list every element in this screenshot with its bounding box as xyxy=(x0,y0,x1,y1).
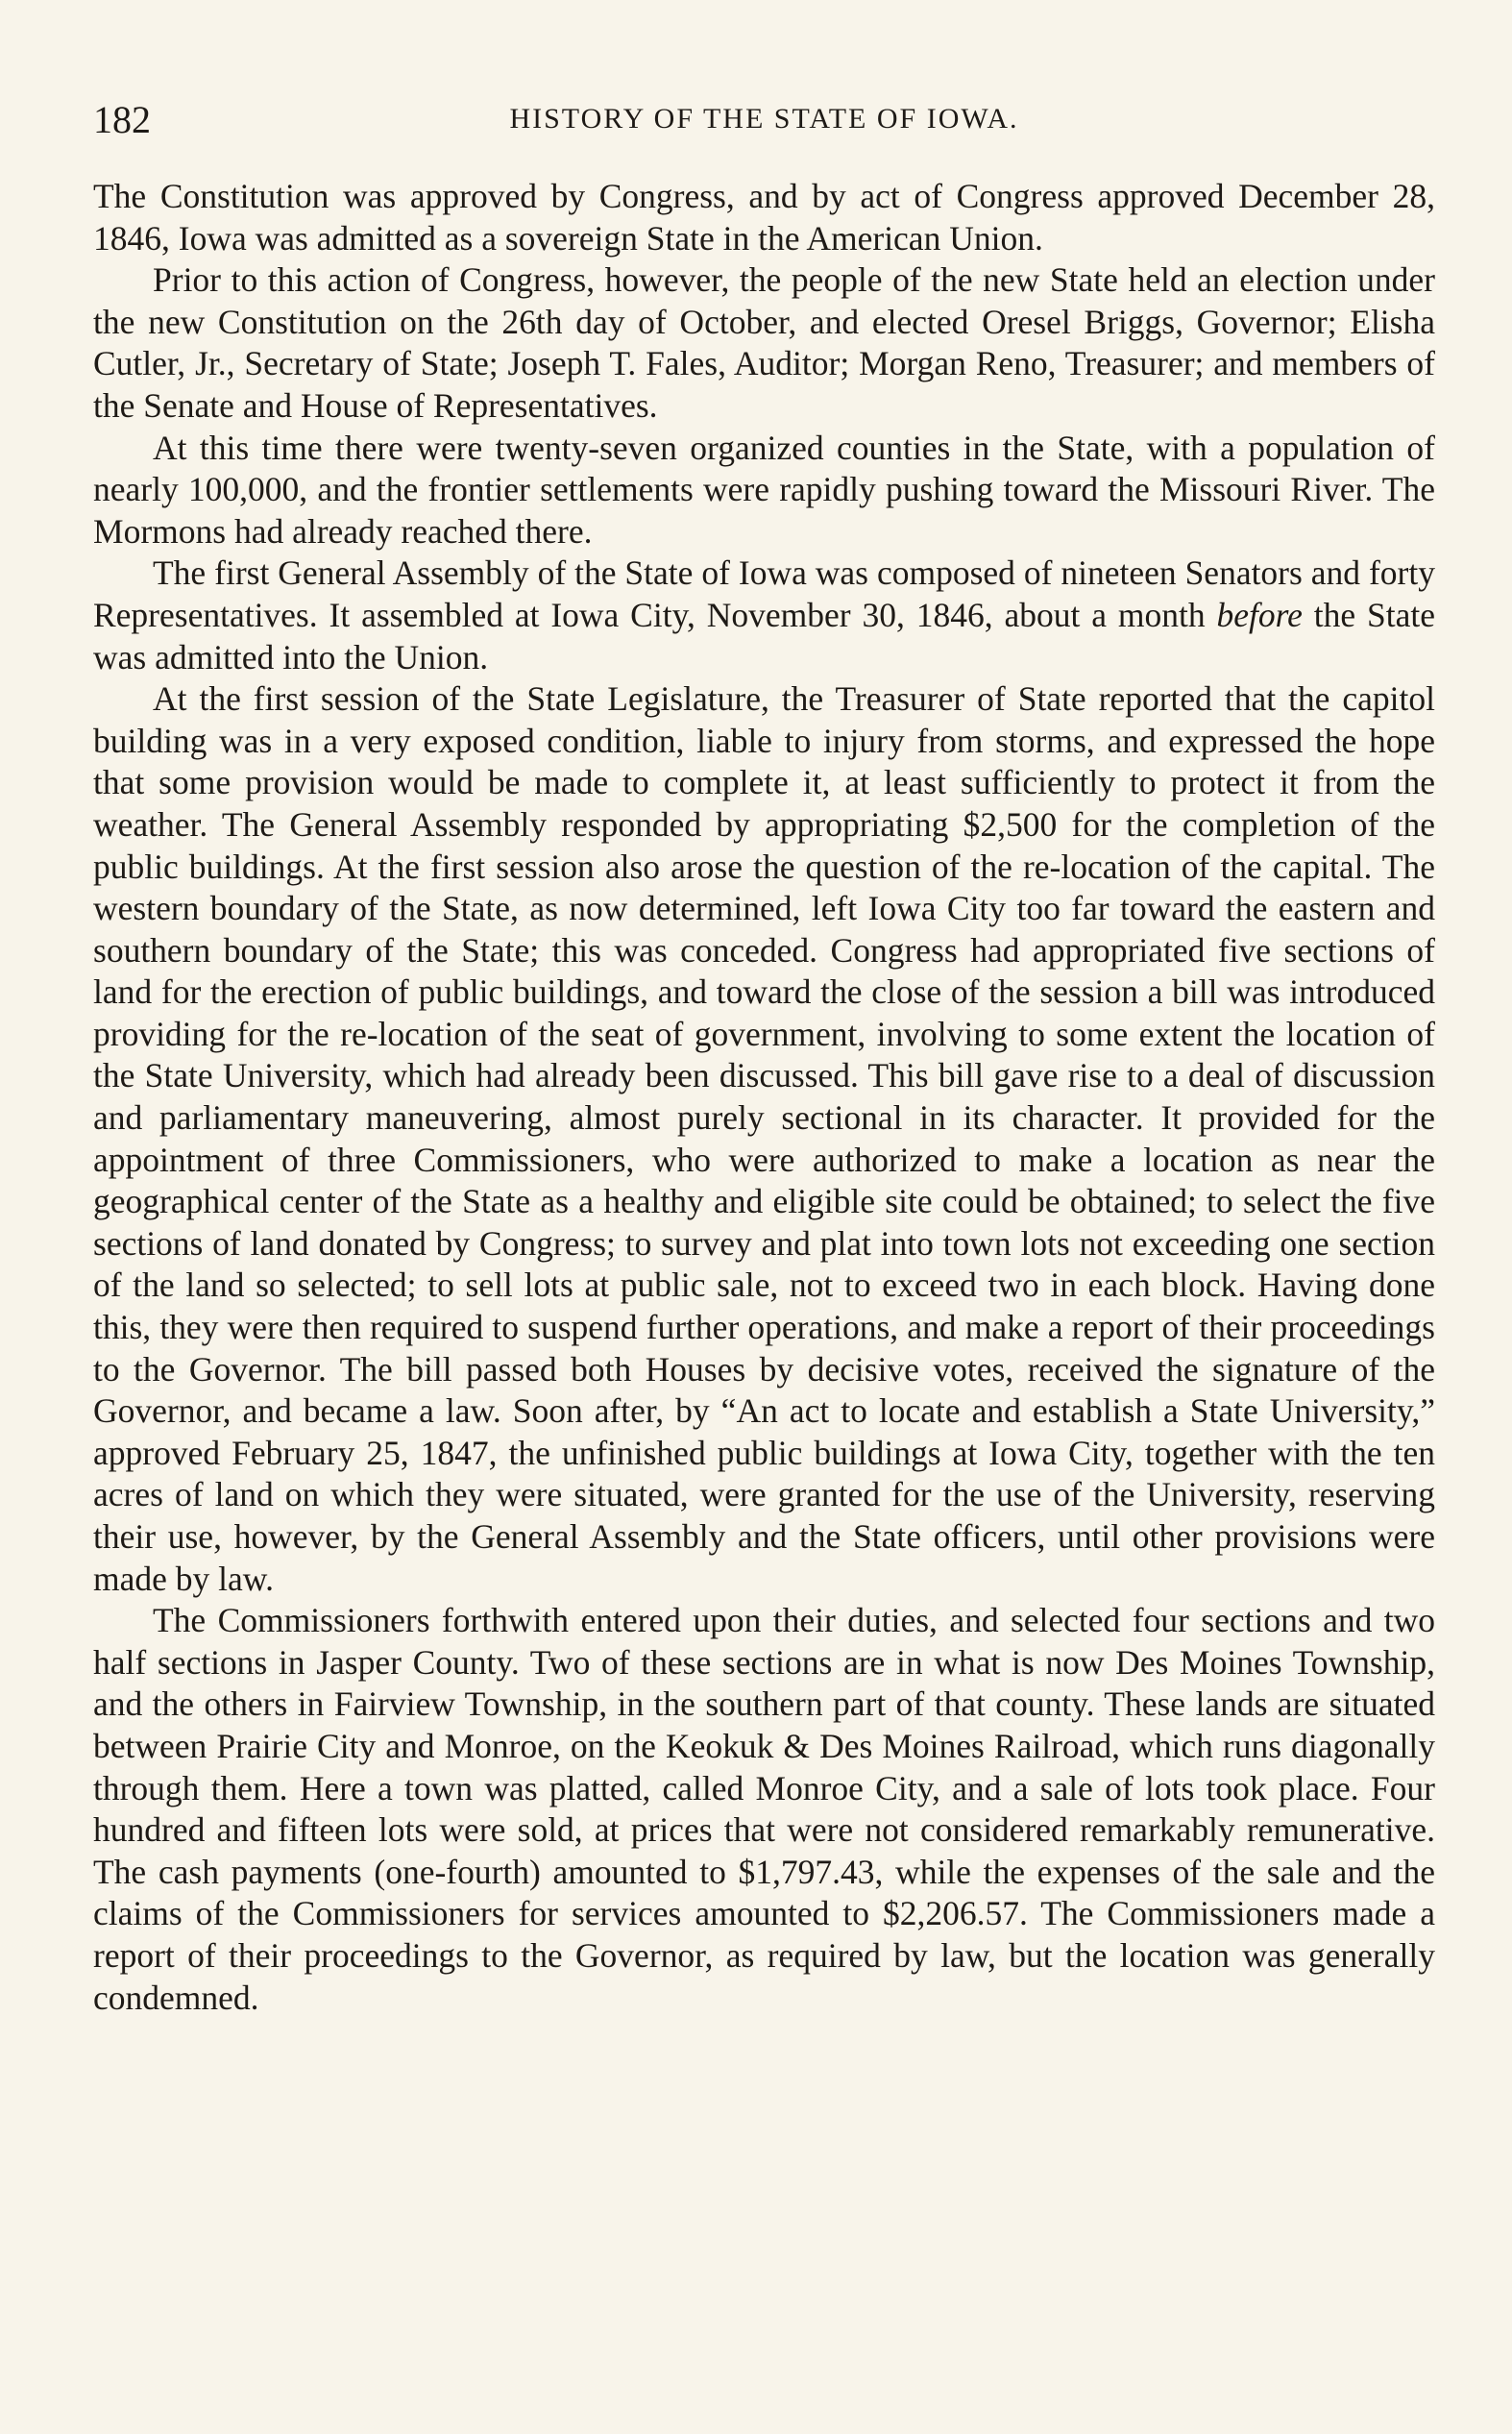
book-page xyxy=(93,91,1435,2019)
paragraph-text: The first General Assembly of the State of Iowa was composed of nineteen Senators and forty Representatives. It assembled at Iowa City, November 30, 1846, about a month xyxy=(93,553,1435,634)
paragraph-admission: The Constitution was approved by Congress, and by act of Congress approved December 28, 1846, Iowa was admitted as a sovereign State in the American Union. xyxy=(93,177,1435,258)
paragraph-commissioners: The Commissioners forthwith entered upon their duties, and selected four sections and two half sections in Jasper County. Two of these sections are in what is now Des Moines Township, and the others in Fairview Township, in the southern part of that county. These lands are situated between Prairie City and Monroe, on the Keokuk & Des Moines Railroad, which runs diagonally through them. Here a town was platted, called Monroe City, and a sale of lots took place. Four hundred and fifteen lots were sold, at prices that were not considered remarkably remunerative. The cash payments (one-fourth) amounted to $1,797.43, while the expenses of the sale and the claims of the Commissioners for services amounted to $2,206.57. The Commissioners made a report of their proceedings to the Governor, as required by law, but the location was generally condemned. xyxy=(93,1601,1435,2017)
body-text xyxy=(93,176,1435,2019)
page-number: 182 xyxy=(93,98,151,141)
paragraph-election: Prior to this action of Congress, however, the people of the new State held an election under the new Constitution on the 26th day of October, and elected Oresel Briggs, Governor; Elisha Cutler, Jr., Secretary of State; Joseph T. Fales, Auditor; Morgan Reno, Treasurer; and members of the Senate and House of Representatives. xyxy=(93,260,1435,425)
paragraph-counties: At this time there were twenty-seven organized counties in the State, with a population of nearly 100,000, and the frontier settlements were rapidly pushing toward the Missouri River. The Mormons had already reached there. xyxy=(93,428,1435,551)
emphasized-word: before xyxy=(1216,595,1303,634)
paragraph-general-assembly xyxy=(93,553,1435,678)
paragraph-capital-relocation: At the first session of the State Legislature, the Treasurer of State reported that the capitol building was in a very exposed condition, liable to injury from storms, and expressed the hope that some provision would be made to complete it, at least sufficiently to protect it from the weather. The General Assembly responded by appropriating $2,500 for the completion of the public buildings. At the first session also arose the question of the re-location of the capital. The western boundary of the State, as now determined, left Iowa City too far toward the eastern and southern boundary of the State; this was conceded. Congress had appropriated five sections of land for the erection of public buildings, and toward the close of the session a bill was introduced providing for the re-location of the seat of government, involving to some extent the location of the State University, which had already been discussed. This bill gave rise to a deal of discussion and parliamentary maneuvering, almost purely sectional in its character. It provided for the appointment of three Commissioners, who were authorized to make a location as near the geographical center of the State as a healthy and eligible site could be obtained; to select the five sections of land donated by Congress; to survey and plat into town lots not exceeding one section of the land so selected; to sell lots at public sale, not to exceed two in each block. Having done this, they were then required to suspend further operations, and make a report of their proceedings to the Governor. The bill passed both Houses by decisive votes, received the signature of the Governor, and became a law. Soon after, by “An act to locate and establish a State University,” approved February 25, 1847, the unfinished public buildings at Iowa City, together with the ten acres of land on which they were situated, were granted for the use of the University, reserving their use, however, by the General Assembly and the State officers, until other provisions were made by law. xyxy=(93,679,1435,1598)
paragraph-text: the State was admitted into the Union. xyxy=(93,595,1436,676)
running-head xyxy=(93,91,1435,149)
running-title: HISTORY OF THE STATE OF IOWA. xyxy=(509,103,1019,135)
